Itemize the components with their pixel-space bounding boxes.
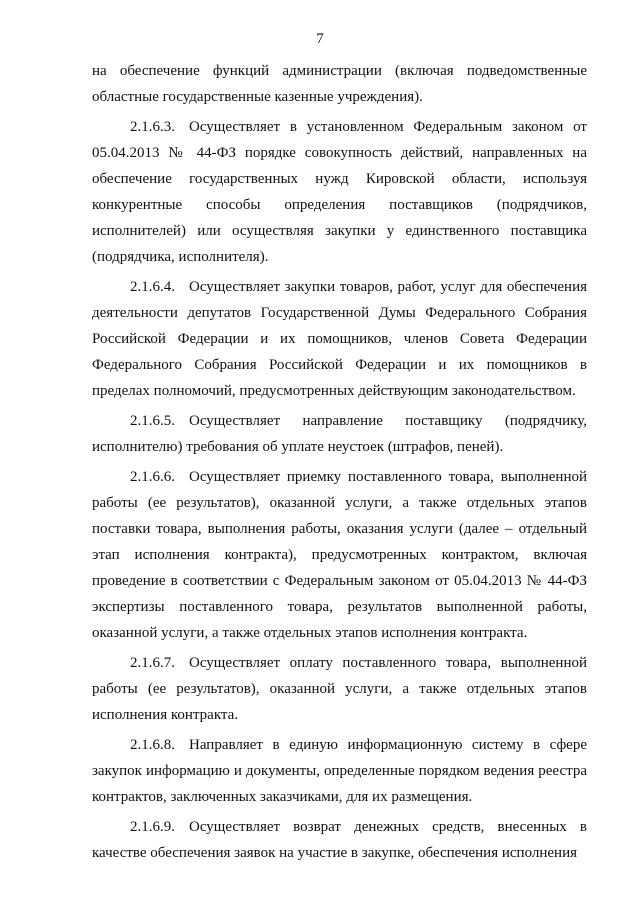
clause-number: 2.1.6.6. (130, 469, 175, 485)
document-body (92, 58, 587, 870)
paragraph-2-1-6-3 (92, 114, 587, 270)
paragraph-2-1-6-8 (92, 732, 587, 810)
paragraph-2-1-6-9 (92, 814, 587, 866)
page-number: 7 (316, 31, 324, 47)
paragraph-text: Направляет в единую информационную систему в сфере закупок информацию и документы, определенные порядком ведения реестра контрактов, заключенных заказчиками, для их размещения. (92, 737, 587, 805)
paragraph-2-1-6-5 (92, 408, 587, 460)
paragraph-text: Осуществляет в установленном Федеральным законом от 05.04.2013 № 44-ФЗ порядке совокупность действий, направленных на обеспечение государственных нужд Кировской области, используя конкурентные способы определения поставщиков (подрядчиков, исполнителей) или осуществляя закупки у единственного поставщика (подрядчика, исполнителя). (92, 119, 587, 265)
clause-number: 2.1.6.7. (130, 655, 175, 671)
paragraph-text: Осуществляет оплату поставленного товара, выполненной работы (ее результатов), оказанной услуги, а также отдельных этапов исполнения контракта. (92, 655, 587, 723)
paragraph-2-1-6-7 (92, 650, 587, 728)
paragraph-text: Осуществляет направление поставщику (подрядчику, исполнителю) требования об уплате неустоек (штрафов, пеней). (92, 413, 587, 455)
paragraph-text: Осуществляет возврат денежных средств, внесенных в качестве обеспечения заявок на участие в закупке, обеспечения исполнения (92, 819, 587, 861)
clause-number: 2.1.6.4. (130, 279, 175, 295)
paragraph-continuation (92, 58, 587, 110)
clause-number: 2.1.6.3. (130, 119, 175, 135)
clause-number: 2.1.6.5. (130, 413, 175, 429)
paragraph-text: Осуществляет закупки товаров, работ, услуг для обеспечения деятельности депутатов Государственной Думы Федерального Собрания Российской Федерации и их помощников, членов Совета Федерации Федерального Собрания Российской Федерации и их помощников в пределах полномочий, предусмотренных действующим законодательством. (92, 279, 587, 399)
paragraph-2-1-6-6 (92, 464, 587, 646)
paragraph-text: на обеспечение функций администрации (включая подведомственные областные государственные казенные учреждения). (92, 63, 587, 105)
clause-number: 2.1.6.9. (130, 819, 175, 835)
paragraph-2-1-6-4 (92, 274, 587, 404)
paragraph-text: Осуществляет приемку поставленного товара, выполненной работы (ее результатов), оказанной услуги, а также отдельных этапов поставки товара, выполнения работы, оказания услуги (далее – отдельный этап исполнения контракта), предусмотренных контрактом, включая проведение в соответствии с Федеральным законом от 05.04.2013 № 44-ФЗ экспертизы поставленного товара, результатов выполненной работы, оказанной услуги, а также отдельных этапов исполнения контракта. (92, 469, 587, 641)
clause-number: 2.1.6.8. (130, 737, 175, 753)
